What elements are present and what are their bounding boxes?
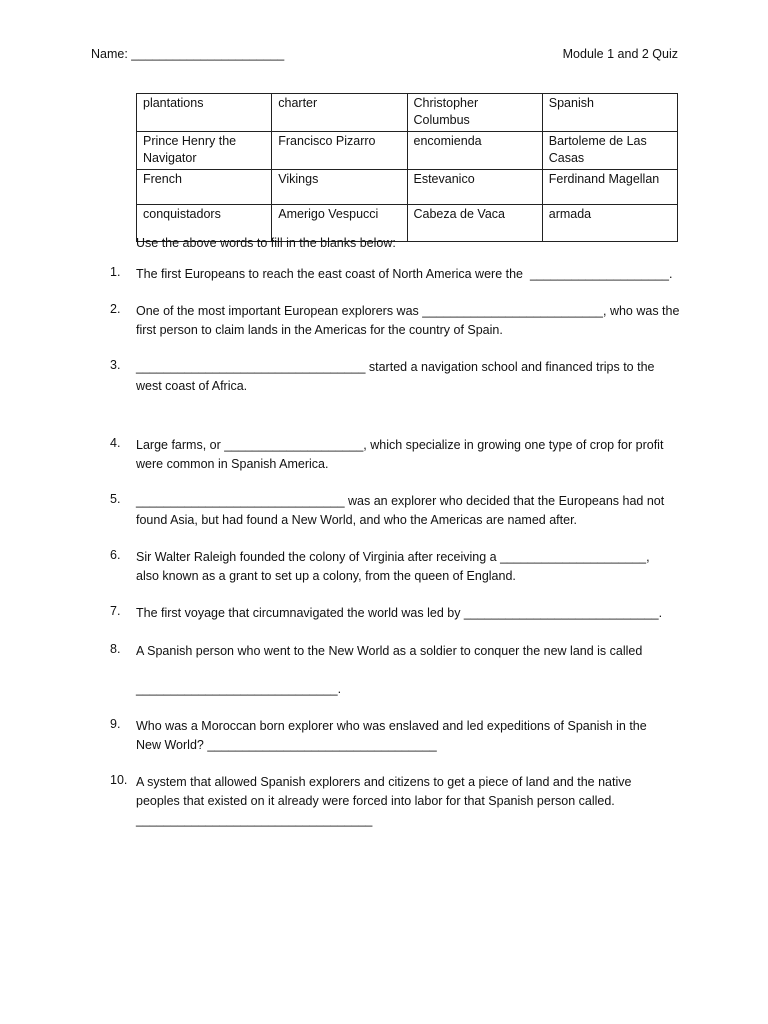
word-bank-cell: plantations <box>137 94 272 132</box>
word-bank-cell: encomienda <box>407 132 542 170</box>
word-bank-cell: conquistadors <box>137 205 272 242</box>
question-text <box>136 436 681 474</box>
question-number: 9. <box>110 717 121 731</box>
question-text <box>136 604 681 623</box>
question-line: first person to claim lands in the Americas for the country of Spain. <box>136 323 503 337</box>
question-line: Who was a Moroccan born explorer who was enslaved and led expeditions of Spanish in the <box>136 719 647 733</box>
question-line: _________________________________ started a navigation school and financed trips to the <box>136 360 655 374</box>
word-bank-cell: Prince Henry the Navigator <box>137 132 272 170</box>
question-text <box>136 302 681 340</box>
question-text <box>136 265 681 284</box>
question-number: 4. <box>110 436 121 450</box>
question-line: Sir Walter Raleigh founded the colony of Virginia after receiving a _____________________, <box>136 550 650 564</box>
question-line: A Spanish person who went to the New World as a soldier to conquer the new land is called <box>136 644 643 658</box>
question-line: One of the most important European explorers was __________________________, who was the <box>136 304 680 318</box>
word-bank-cell: Vikings <box>272 170 407 205</box>
question-line: peoples that existed on it already were forced into labor for that Spanish person called. <box>136 794 615 808</box>
question-line: The first voyage that circumnavigated the world was led by ____________________________. <box>136 606 663 620</box>
question-number: 1. <box>110 265 121 279</box>
question-line: Large farms, or ____________________, which specialize in growing one type of crop for profit <box>136 438 664 452</box>
question-line: The first Europeans to reach the east coast of North America were the ____________________. <box>136 267 673 281</box>
word-bank-cell: Ferdinand Magellan <box>542 170 677 205</box>
question-number: 6. <box>110 548 121 562</box>
question-line: found Asia, but had found a New World, and who the Americas are named after. <box>136 513 578 527</box>
word-bank-row <box>137 170 678 205</box>
word-bank-cell: Spanish <box>542 94 677 132</box>
question-text <box>136 358 681 396</box>
word-bank-cell: charter <box>272 94 407 132</box>
question-line: _____________________________. <box>136 682 342 696</box>
word-bank-row <box>137 132 678 170</box>
question-text <box>136 717 681 755</box>
name-field-label: Name: ______________________ <box>91 47 285 61</box>
question-number: 3. <box>110 358 121 372</box>
question-number: 2. <box>110 302 121 316</box>
word-bank-cell: Bartoleme de Las Casas <box>542 132 677 170</box>
word-bank-cell: Cabeza de Vaca <box>407 205 542 242</box>
question-line: were common in Spanish America. <box>136 457 329 471</box>
word-bank-cell: Francisco Pizarro <box>272 132 407 170</box>
question-line: west coast of Africa. <box>136 379 248 393</box>
question-number: 7. <box>110 604 121 618</box>
question-number: 5. <box>110 492 121 506</box>
word-bank-cell: Amerigo Vespucci <box>272 205 407 242</box>
question-text <box>136 548 681 586</box>
word-bank-cell: Christopher Columbus <box>407 94 542 132</box>
word-bank-cell: armada <box>542 205 677 242</box>
question-line: ______________________________ was an explorer who decided that the Europeans had not <box>136 494 665 508</box>
question-text <box>136 773 681 830</box>
question-line <box>136 661 681 680</box>
question-text <box>136 492 681 530</box>
question-text <box>136 642 681 699</box>
question-line: __________________________________ <box>136 813 373 827</box>
question-line: also known as a grant to set up a colony, from the queen of England. <box>136 569 516 583</box>
word-bank-cell: French <box>137 170 272 205</box>
word-bank-table <box>136 93 678 242</box>
word-bank-row <box>137 94 678 132</box>
word-bank-cell: Estevanico <box>407 170 542 205</box>
question-line: A system that allowed Spanish explorers and citizens to get a piece of land and the native <box>136 775 632 789</box>
quiz-title: Module 1 and 2 Quiz <box>562 47 678 61</box>
question-line: New World? _________________________________ <box>136 738 437 752</box>
instructions: Use the above words to fill in the blanks below: <box>136 236 396 250</box>
question-number: 10. <box>110 773 128 787</box>
question-number: 8. <box>110 642 121 656</box>
